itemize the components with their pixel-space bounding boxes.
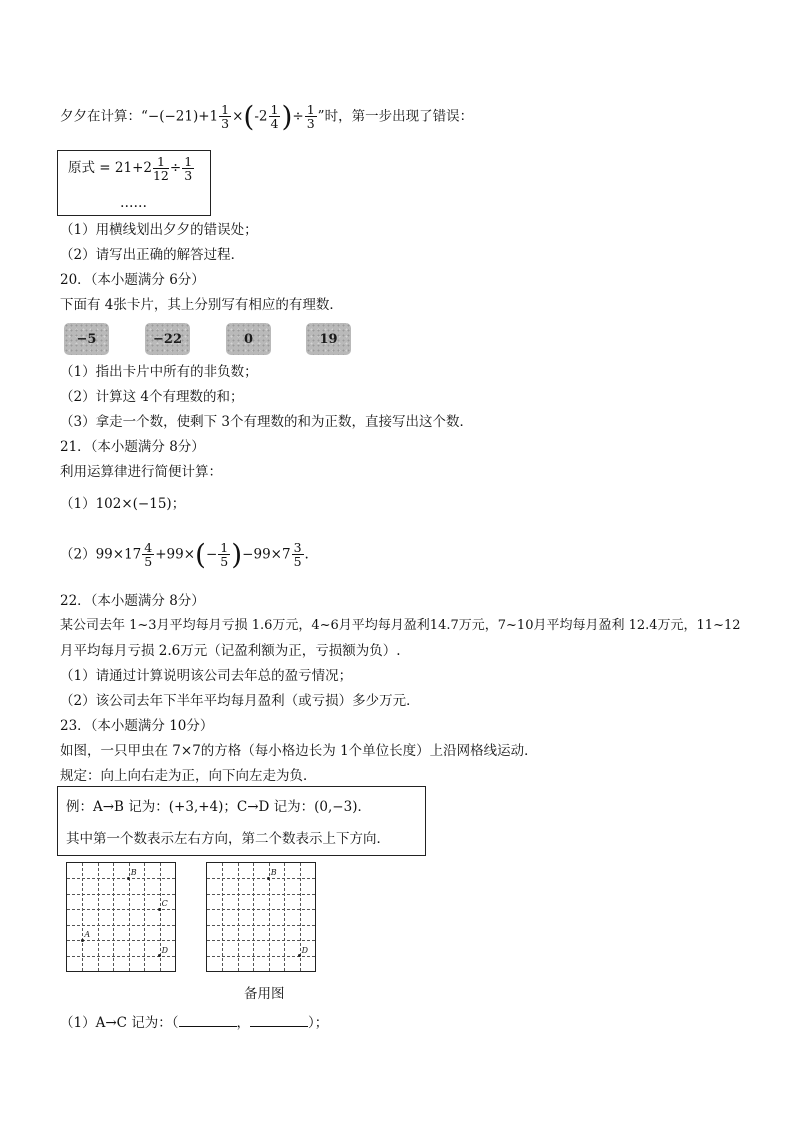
q20-part1: （1）指出卡片中所有的非负数；: [60, 364, 258, 380]
q21-title: 21．（本小题满分 8分）: [60, 439, 205, 455]
q22-line2: 月平均每月亏损 2.6万元（记盈利额为正，亏损额为负）.: [60, 643, 401, 659]
answer-blank-2[interactable]: [250, 1012, 308, 1027]
fraction: $\frac{1}{5}$: [220, 540, 229, 570]
intro-line: 夕夕在计算：“−(−21)+1 $\frac{1}{3}$ ×(-2 $\frac{1}{4}$ )÷ $\frac{1}{3}$ ”时，第一步出现了错误：: [60, 100, 474, 133]
q20-title: 20．（本小题满分 6分）: [60, 272, 205, 288]
point-b-label: B: [130, 868, 137, 878]
point-d-label: D: [301, 945, 308, 955]
times-sign: ×: [232, 108, 244, 125]
divide-sign: ÷: [292, 108, 304, 125]
fraction: $\frac{1}{3}$: [221, 102, 230, 132]
point-a-label: A: [84, 930, 91, 940]
fraction: $\frac{1}{3}$: [306, 102, 315, 132]
period: .: [304, 546, 309, 563]
point-d-label: D: [161, 945, 168, 955]
q20-part2: （2）计算这 4个有理数的和；: [60, 389, 244, 405]
beetle-grid: [66, 862, 176, 972]
q23-line1: 如图，一只甲虫在 7×7的方格（每小格边长为 1个单位长度）上沿网格线运动．: [60, 743, 538, 759]
q20-part3: （3）拿走一个数，使剩下 3个有理数的和为正数，直接写出这个数．: [60, 414, 473, 430]
card-4: 19: [306, 323, 351, 355]
q20-desc: 下面有 4张卡片，其上分别写有相应的有理数．: [60, 297, 343, 313]
q23-p1-end: ）；: [308, 1015, 329, 1031]
working-dots: ……: [120, 195, 147, 211]
q21-part2: （2）99×17 $\frac{4}{5}$ +99×(− $\frac{1}{5}$ )−99×7 $\frac{3}{5}$ .: [60, 538, 309, 571]
inner-whole: -2: [254, 108, 268, 125]
spare-grid: [206, 862, 316, 972]
q23-title: 23．（本小题满分 10分）: [60, 718, 214, 734]
rule-box: [57, 786, 426, 856]
card-2: −22: [145, 323, 190, 355]
q23-line2: 规定：向上向右走为正，向下向左走为负．: [60, 768, 317, 784]
q21-p2-tail: −99×7: [242, 546, 291, 563]
point-c-label: C: [161, 899, 168, 909]
working-box: [57, 150, 211, 216]
intro-suffix: ”时，第一步出现了错误：: [317, 108, 474, 125]
q21-desc: 利用运算律进行简便计算：: [60, 464, 222, 480]
q19-part2: （2）请写出正确的解答过程．: [60, 247, 245, 263]
divide-sign: ÷: [169, 160, 182, 177]
q23-p1-lead: （1）A→C 记为：（: [60, 1015, 179, 1031]
q22-line1: 某公司去年 1~3月平均每月亏损 1.6万元，4~6月平均每月盈利14.7万元，7~10月平均每月盈利 12.4万元，11~12: [60, 618, 741, 633]
card-3: 0: [226, 323, 271, 355]
card-1: −5: [64, 323, 109, 355]
spare-caption: 备用图: [244, 986, 285, 1002]
q23-part1: [60, 1012, 328, 1031]
rule-explain: 其中第一个数表示左右方向，第二个数表示上下方向．: [66, 831, 390, 847]
intro-prefix: 夕夕在计算：“: [60, 108, 148, 125]
intro-expr-a: −(−21)+1: [147, 108, 219, 125]
separator: ，: [236, 1015, 251, 1031]
answer-blank-1[interactable]: [179, 1012, 237, 1027]
rule-example: 例：A→B 记为：(+3,+4)；C→D 记为：(0,−3)．: [66, 799, 371, 815]
fraction: $\frac{3}{5}$: [293, 540, 302, 570]
fraction: $\frac{1}{3}$: [184, 154, 193, 184]
working-line: [68, 155, 195, 182]
point-b-label: B: [270, 868, 277, 878]
fraction: $\frac{1}{4}$: [270, 102, 279, 132]
minus-sign: −: [205, 546, 218, 563]
q22-part2: （2）该公司去年下半年平均每月盈利（或亏损）多少万元．: [60, 693, 420, 709]
q22-part1: （1）请通过计算说明该公司去年总的盈亏情况；: [60, 668, 353, 684]
fraction: $\frac{4}{5}$: [144, 540, 153, 570]
q19-part1: （1）用横线划出夕夕的错误处；: [60, 222, 258, 238]
working-lead: 原式 = 21+2: [68, 160, 152, 177]
q21-part1: （1）102×(−15)；: [60, 496, 186, 512]
q21-p2-lead: （2）99×17: [60, 546, 142, 563]
q22-title: 22．（本小题满分 8分）: [60, 593, 205, 609]
fraction: $\frac{1}{12}$: [152, 154, 169, 184]
q21-p2-mid: +99×: [155, 546, 196, 563]
